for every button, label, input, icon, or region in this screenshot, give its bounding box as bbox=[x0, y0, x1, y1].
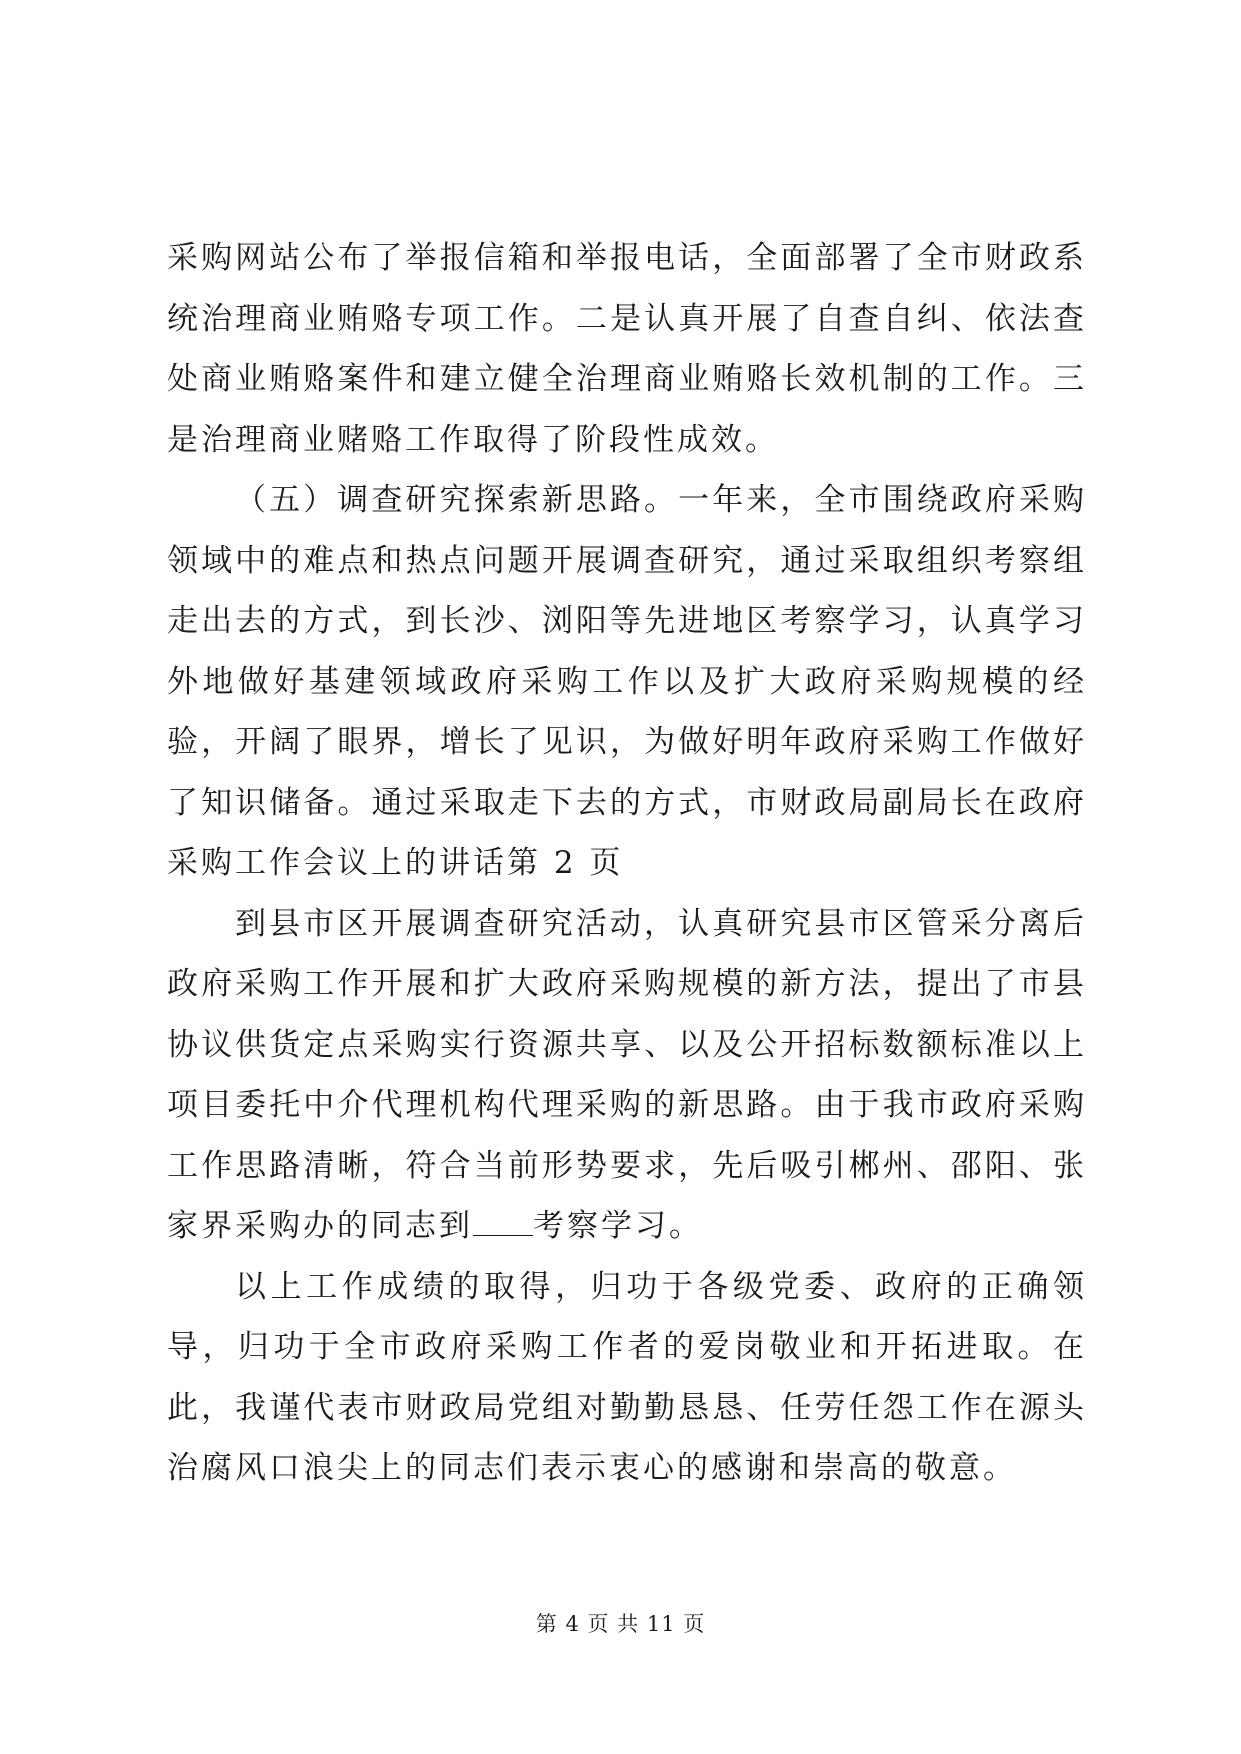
paragraph-3-text-after-blank: 考察学习。 bbox=[533, 1208, 703, 1244]
paragraph-1: 采购网站公布了举报信箱和举报电话，全面部署了全市财政系统治理商业贿赂专项工作。二是认真开展了自查自纠、依法查处商业贿赂案件和建立健全治理商业贿赂长效机制的工作。三是治理商业赌赂工作取得了阶段性成效。 bbox=[167, 240, 1087, 458]
paragraph-3 bbox=[167, 894, 1087, 1257]
fill-in-blank bbox=[473, 1209, 533, 1236]
paragraph-3-text-before-blank: 到县市区开展调查研究活动，认真研究县市区管采分离后政府采购工作开展和扩大政府采购规模的新方法，提出了市县协议供货定点采购实行资源共享、以及公开招标数额标准以上项目委托中介代理机构代理采购的新思路。由于我市政府采购工作思路清晰，符合当前形势要求，先后吸引郴州、邵阳、张家界采购办的同志到 bbox=[167, 905, 1087, 1244]
paragraph-4: 以上工作成绩的取得，归功于各级党委、政府的正确领导，归功于全市政府采购工作者的爱岗敬业和开拓进取。在此，我谨代表市财政局党组对勤勤恳恳、任劳任怨工作在源头治腐风口浪尖上的同志们表示衷心的感谢和崇高的敬意。 bbox=[167, 1268, 1087, 1486]
document-body bbox=[167, 228, 1087, 1499]
page-footer: 第 4 页 共 11 页 bbox=[535, 1612, 706, 1636]
paragraph-2: （五）调查研究探索新思路。一年来，全市围绕政府采购领域中的难点和热点问题开展调查研究，通过采取组织考察组走出去的方式，到长沙、浏阳等先进地区考察学习，认真学习外地做好基建领域政府采购工作以及扩大政府采购规模的经验，开阔了眼界，增长了见识，为做好明年政府采购工作做好了知识储备。通过采取走下去的方式，市财政局副局长在政府采购工作会议上的讲话第 2 页 bbox=[167, 482, 1087, 881]
